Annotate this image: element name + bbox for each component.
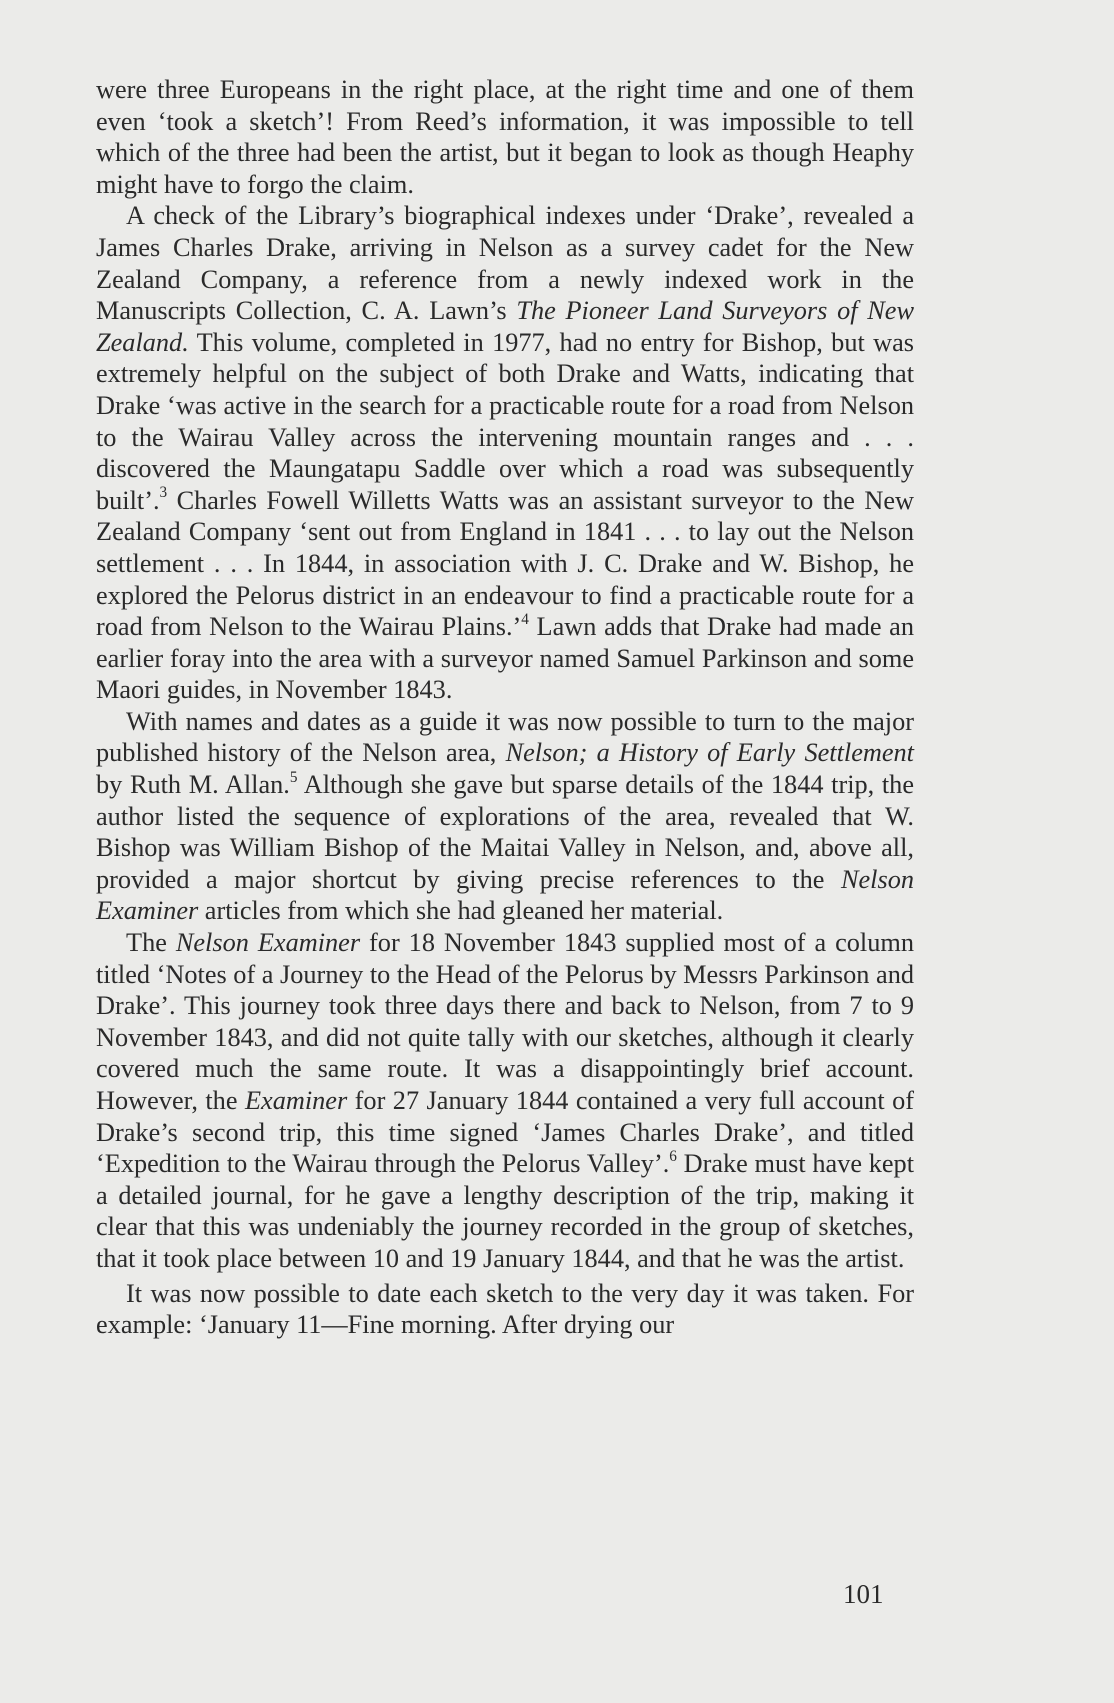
text-run: for 27 January 1844 contained a very full account of Drake’s second trip, this time signed ‘James Charles Drake’, and titled ‘Expedition to the Wairau through the Pelorus Valley’.	[96, 1086, 914, 1179]
text-run: Although she gave but sparse details of the 1844 trip, the author listed the sequence of explorations of the area, revealed that W. Bishop was William Bishop of the Maitai Valley in Nelson, and, above all, provided a major shortcut by giving precise references to the	[96, 770, 915, 894]
paragraph	[96, 74, 914, 200]
text-run: articles from which she had gleaned her material.	[198, 896, 724, 926]
italic-title: Nelson; a History of Early Settlement	[505, 738, 914, 768]
text-run: Lawn adds that Drake had made an earlier foray into the area with a surveyor named Samuel Parkinson and some Maori guides, in November 1843.	[96, 612, 914, 705]
paragraph	[96, 1278, 914, 1341]
page-number: 101	[843, 1579, 884, 1609]
italic-title: Nelson Examiner	[96, 864, 914, 926]
paragraph	[96, 706, 914, 927]
text-run: A check of the Library’s biographical indexes under ‘Drake’, revealed a James Charles Drake, arriving in Nelson as a survey cadet for the New Zealand Company, a reference from a newly indexed work in the Manuscripts Collection, C. A. Lawn’s	[96, 201, 914, 326]
italic-title: Examiner	[244, 1086, 348, 1115]
text-run: for 18 November 1843 supplied most of a column titled ‘Notes of a Journey to the Head of the Pelorus by Messrs Parkinson and Drake’. This journey took three days there and back to Nelson, from 7 to 9 November 1843, and did not quite tally with our sketches, although it clearly covered much the same route. It was a disappointingly brief account. However, the	[96, 928, 914, 1115]
body-text	[96, 74, 914, 1341]
text-run: Drake must have kept a detailed journal, for he gave a lengthy description of the trip, making it clear that this was undeniably the journey recorded in the group of sketches, that it took place between 10 and 19 January 1844, and that he was the artist.	[96, 1149, 914, 1273]
footnote-marker: 3	[159, 484, 168, 502]
footnote-marker: 4	[521, 610, 529, 628]
italic-title: Nelson Examiner	[175, 928, 361, 958]
paragraph	[96, 200, 914, 706]
text-run: This volume, completed in 1977, had no entry for Bishop, but was extremely helpful on the subject of both Drake and Watts, indicating that Drake ‘was active in the search for a practicable route for a road from Nelson to the Wairau Valley across the intervening mountain ranges and . . . discovered the Maungatapu Saddle over which a road was subsequently built’.	[96, 327, 914, 515]
text-run: Charles Fowell Willetts Watts was an assistant surveyor to the New Zealand Company ‘sent out from England in 1841 . . . to lay out the Nelson settlement . . . In 1844, in association with J. C. Drake and W. Bishop, he explored the Pelorus district in an endeavour to find a practicable route for a road from Nelson to the Wairau Plains.’	[96, 485, 914, 642]
footnote-marker: 5	[289, 768, 298, 786]
paragraph	[96, 927, 914, 1275]
text-run: were three Europeans in the right place, at the right time and one of them even ‘took a sketch’! From Reed’s information, it was impossible to tell which of the three had been the artist, but it began to look as though Heaphy might have to forgo the claim.	[96, 75, 914, 199]
italic-title: The Pioneer Land Surveyors of New Zealand.	[96, 296, 914, 357]
text-run: It was now possible to date each sketch to the very day it was taken. For example: ‘January 11—Fine morning. After drying our	[96, 1278, 914, 1340]
text-run: With names and dates as a guide it was now possible to turn to the major published history of the Nelson area,	[96, 706, 914, 768]
text-run: by Ruth M. Allan.	[96, 770, 290, 800]
text-run: The	[126, 928, 176, 958]
footnote-marker: 6	[669, 1147, 677, 1165]
